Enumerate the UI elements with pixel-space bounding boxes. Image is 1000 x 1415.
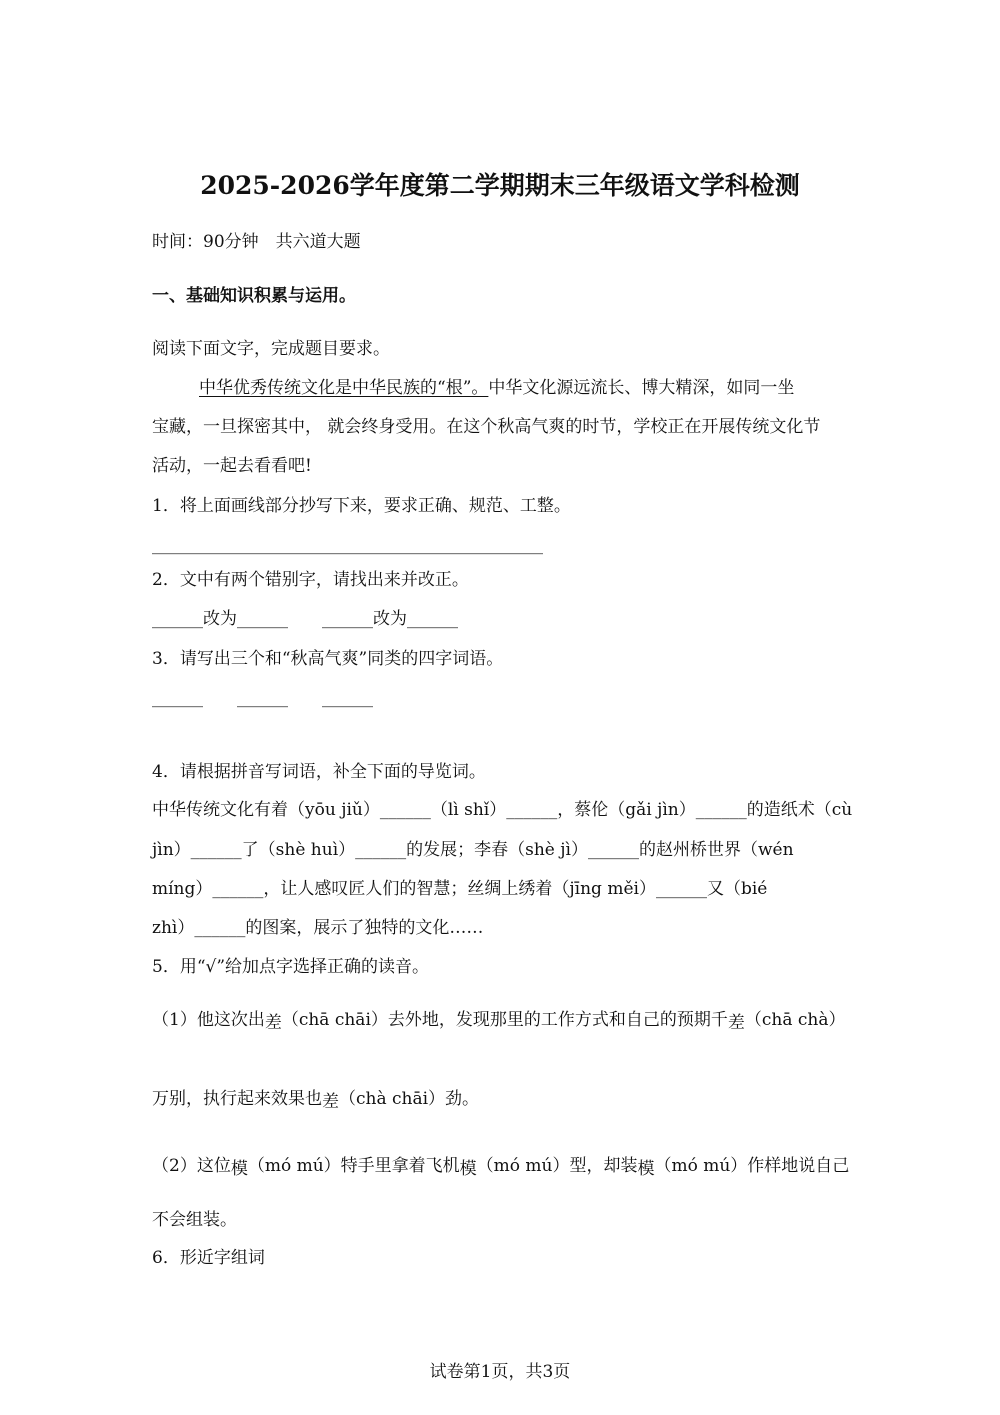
q5-sentence-1: （1）他这次出差（chā chāi）去外地，发现那里的工作方式和自己的预期千差（chā chà） (152, 1010, 846, 1033)
question-1: 1．将上面画线部分抄写下来，要求正确、规范、工整。 (152, 496, 571, 516)
answer-blanks-3: ______ ______ ______ (152, 688, 373, 708)
question-5: 5．用“√”给加点字选择正确的读音。 (152, 957, 430, 977)
q5-sentence-1-cont: 万别，执行起来效果也差（chà chāi）劲。 (152, 1089, 480, 1112)
question-2: 2．文中有两个错别字，请找出来并改正。 (152, 570, 469, 590)
question-4: 4．请根据拼音写词语，补全下面的导览词。 (152, 762, 486, 782)
exam-meta: 时间：90分钟 共六道大题 (152, 232, 361, 252)
dotted-character: 模 (230, 1159, 248, 1179)
answer-line-1: ______________________________________________ (152, 535, 543, 555)
dotted-character: 模 (637, 1159, 655, 1179)
page-footer: 试卷第1页，共3页 (429, 1362, 571, 1382)
passage-line-2: 宝藏，一旦探密其中， 就会终身受用。在这个秋高气爽的时节，学校正在开展传统文化节 (152, 417, 821, 437)
question-6: 6．形近字组词 (152, 1248, 265, 1268)
exam-title: 2025-2026学年度第二学期期末三年级语文学科检测 (200, 171, 800, 200)
dotted-character: 差 (264, 1013, 282, 1033)
question-3: 3．请写出三个和“秋高气爽”同类的四字词语。 (152, 649, 504, 669)
section-heading-1: 一、基础知识积累与运用。 (152, 286, 356, 306)
q5-sentence-2-cont: 不会组装。 (152, 1210, 237, 1230)
pinyin-line-1: 中华传统文化有着（yōu jiǔ）______（lì shǐ）______，蔡伦（gǎi jìn）______的造纸术（cù (152, 800, 853, 820)
q5-sentence-2: （2）这位模（mó mú）特手里拿着飞机模（mó mú）型，却装模（mó mú）作样地说自己 (152, 1156, 850, 1179)
passage-line-3: 活动，一起去看看吧! (152, 456, 312, 476)
answer-blanks-2: ______改为______ ______改为______ (152, 609, 458, 629)
pinyin-line-4: zhì）______的图案，展示了独特的文化…… (152, 918, 484, 938)
underlined-sentence: 中华优秀传统文化是中华民族的“根”。 (199, 378, 489, 398)
dotted-character: 差 (727, 1013, 745, 1033)
passage-text: 中华文化源远流长、博大精深，如同一坐 (488, 378, 795, 398)
dotted-character: 差 (322, 1092, 339, 1112)
passage-line-1 (199, 378, 794, 398)
dotted-character: 模 (459, 1159, 477, 1179)
pinyin-line-2: jìn）______了（shè huì）______的发展；李春（shè jì）______的赵州桥世界（wén (152, 840, 794, 860)
pinyin-line-3: míng）______，让人感叹匠人们的智慧；丝绸上绣着（jīng měi）______又（bié (152, 879, 768, 899)
reading-instruction: 阅读下面文字，完成题目要求。 (152, 339, 390, 359)
